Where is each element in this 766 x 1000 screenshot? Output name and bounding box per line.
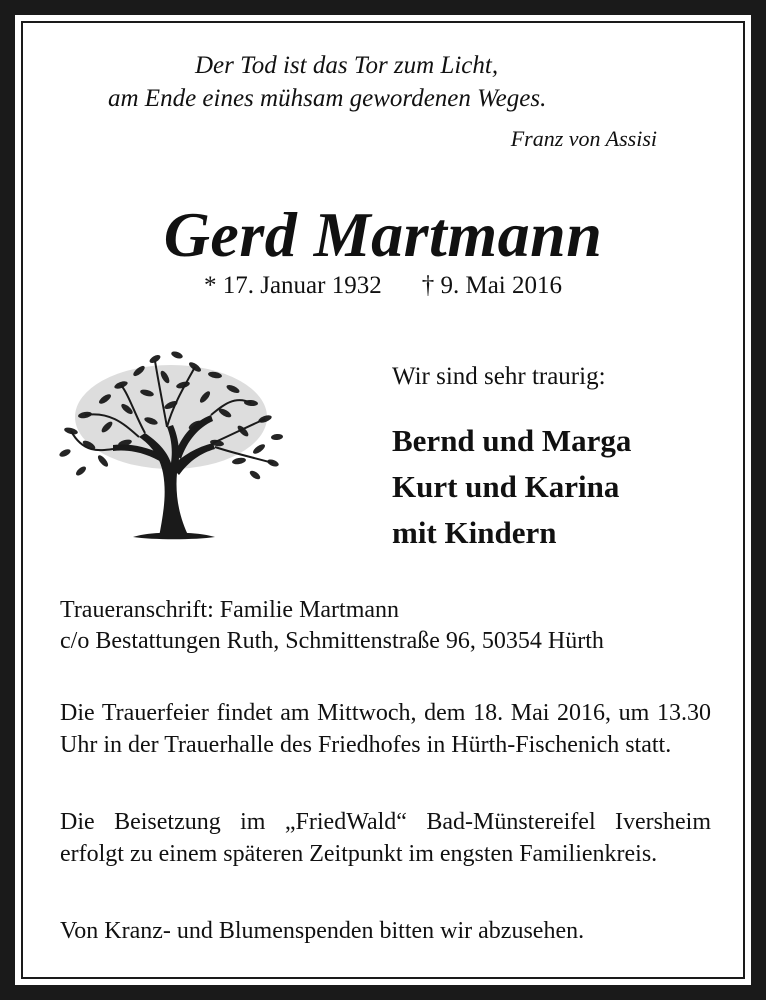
flowers-notice: Von Kranz- und Blumenspenden bitten wir abzusehen. <box>60 918 585 944</box>
birth-date: * 17. Januar 1932 <box>203 272 382 299</box>
quote-line-1: Der Tod ist das Tor zum Licht, <box>195 52 499 79</box>
address-line-1: Traueranschrift: Familie Martmann <box>60 597 400 623</box>
burial-notice: Die Beisetzung im „FriedWald“ Bad-Münstereifel Iversheim erfolgt zu einem späteren Zeitpunkt im engsten Familienkreis. <box>60 809 711 867</box>
ceremony-notice: Die Trauerfeier findet am Mittwoch, dem 18. Mai 2016, um 13.30 Uhr in der Trauerhalle des Friedhofes in Hürth-Fischenich statt. <box>60 700 711 758</box>
address-line-2: c/o Bestattungen Ruth, Schmittenstraße 96, 50354 Hürth <box>60 628 604 654</box>
mourner-line: Kurt und Karina <box>392 469 620 504</box>
tree-icon <box>55 345 287 545</box>
mourner-line: Bernd und Marga <box>392 423 632 458</box>
mourning-address <box>60 595 604 657</box>
quote-line-2: am Ende eines mühsam gewordenen Weges. <box>108 85 547 112</box>
mourner-line: mit Kindern <box>392 515 557 550</box>
quote-author: Franz von Assisi <box>510 126 657 151</box>
deceased-name: Gerd Martmann <box>163 199 603 270</box>
life-dates <box>0 272 766 300</box>
mourning-intro: Wir sind sehr traurig: <box>392 363 606 390</box>
death-date: † 9. Mai 2016 <box>421 272 563 299</box>
mourner-list <box>392 418 631 556</box>
